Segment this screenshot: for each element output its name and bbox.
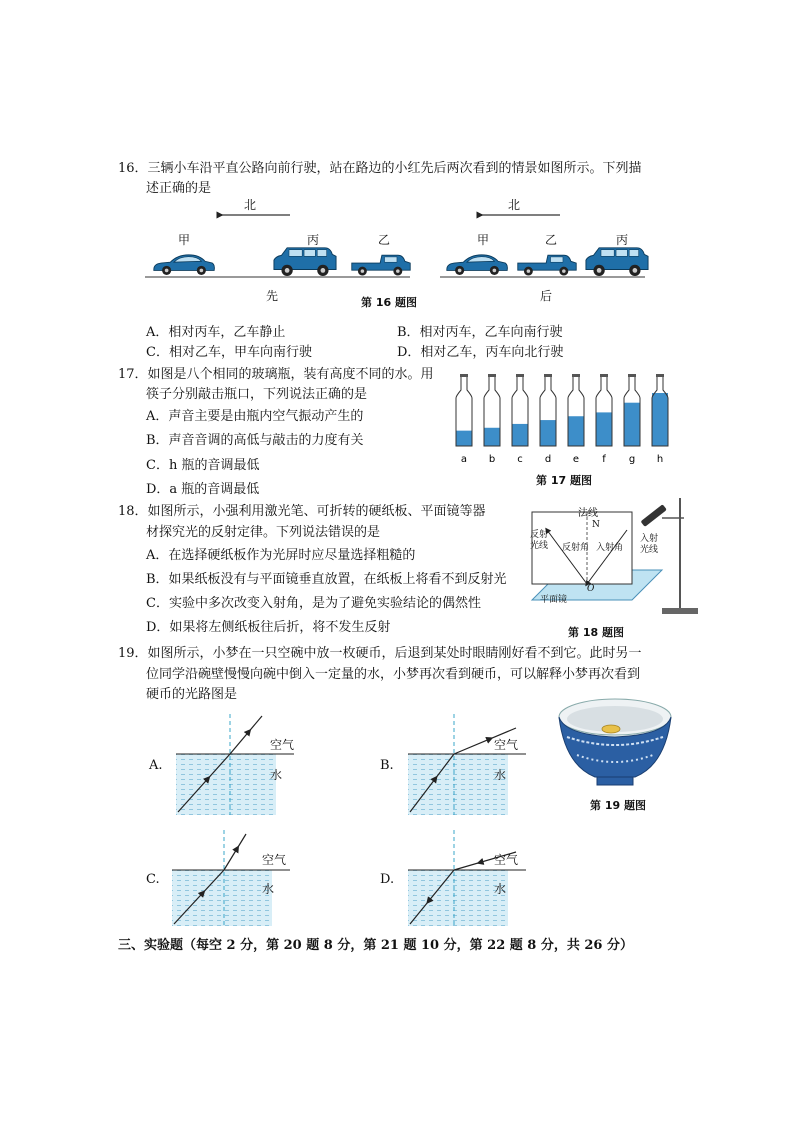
- q19-diagram-c: [168, 828, 298, 928]
- q18-label-mirror: 平面镜: [540, 595, 568, 605]
- bottle-label-a: a: [460, 454, 468, 465]
- water-b: [484, 428, 500, 446]
- q16-option-d: D．相对乙车，丙车向北行驶: [397, 345, 564, 360]
- q19-label-b: B.: [380, 758, 394, 773]
- q19-label-d: D.: [380, 872, 395, 887]
- water-e: [568, 416, 584, 446]
- water-c: [512, 424, 528, 446]
- q19-d-air: 空气: [494, 853, 519, 867]
- q16-label-after: 后: [540, 289, 553, 303]
- car-bing-after: [586, 248, 648, 276]
- q19-diagram-a: [172, 712, 302, 817]
- q19-bowl-figure: [555, 695, 675, 793]
- q16-label-before: 先: [266, 289, 279, 303]
- q18-option-d: D．如果将左侧纸板往后折，将不发生反射: [146, 620, 391, 635]
- q17-option-c: C．h 瓶的音调最低: [146, 458, 260, 473]
- bottle-f: [596, 374, 612, 446]
- q18-label-incident-ray: 入射光线: [640, 534, 659, 555]
- q18-stem-line1: 18．如图所示，小强利用激光笔、可折转的硬纸板、平面镜等器: [118, 504, 486, 519]
- q18-option-b: B．如果纸板没有与平面镜垂直放置，在纸板上将看不到反射光: [146, 572, 507, 587]
- q18-option-c: C．实验中多次改变入射角，是为了避免实验结论的偶然性: [146, 596, 481, 611]
- water-g: [624, 403, 640, 446]
- q16-label-jia-left: 甲: [178, 233, 191, 247]
- water-a: [456, 431, 472, 446]
- water-region: [408, 870, 508, 926]
- q16-label-jia-right: 甲: [477, 233, 490, 247]
- ray-in-air: [224, 834, 246, 870]
- q19-a-water: 水: [270, 768, 283, 782]
- car-bing-before: [274, 248, 336, 276]
- bottle-b: [484, 374, 500, 446]
- water-region: [408, 754, 508, 815]
- q17-option-a: A．声音主要是由瓶内空气振动产生的: [146, 409, 364, 424]
- car-yi-before: [352, 255, 410, 275]
- q19-stem-line1: 19．如图所示，小梦在一只空碗中放一枚硬币，后退到某处时眼睛刚好看不到它。此时另一: [118, 646, 642, 661]
- bottle-a: [456, 374, 472, 446]
- bottle-label-g: g: [628, 454, 636, 465]
- bottle-c: [512, 374, 528, 446]
- q17-stem-line1: 17．如图是八个相同的玻璃瓶，装有高度不同的水。用: [118, 367, 434, 382]
- q19-label-c: C.: [146, 872, 160, 887]
- q18-stem-line2: 材探究光的反射定律。下列说法错误的是: [146, 525, 381, 540]
- bottle-label-b: b: [488, 454, 496, 465]
- q19-a-air: 空气: [270, 738, 295, 752]
- q16-label-yi-right: 乙: [545, 233, 558, 247]
- q19-caption: 第 19 题图: [590, 799, 646, 812]
- q18-option-a: A．在选择硬纸板作为光屏时应尽量选择粗糙的: [146, 548, 416, 563]
- q16-option-b: B．相对丙车，乙车向南行驶: [397, 325, 563, 340]
- q18-label-o: O: [587, 584, 595, 594]
- bottle-label-e: e: [572, 454, 580, 465]
- bottle-label-h: h: [656, 454, 664, 465]
- stand-base: [662, 608, 698, 614]
- q18-caption: 第 18 题图: [568, 626, 624, 639]
- q17-option-d: D．a 瓶的音调最低: [146, 482, 260, 497]
- bottle-g: [624, 374, 640, 446]
- q17-option-b: B．声音音调的高低与敲击的力度有关: [146, 433, 364, 448]
- q19-d-water: 水: [494, 882, 507, 896]
- q16-stem-line2: 述正确的是: [146, 181, 212, 196]
- water-f: [596, 412, 612, 446]
- water-region: [172, 870, 275, 926]
- q16-option-c: C．相对乙车，甲车向南行驶: [146, 345, 312, 360]
- q16-label-yi-left: 乙: [378, 233, 391, 247]
- q16-label-bing-left: 丙: [307, 233, 320, 247]
- water-d: [540, 420, 556, 446]
- q18-label-reflection-angle: 反射角: [562, 543, 590, 553]
- bottle-e: [568, 374, 584, 446]
- section3-heading: 三、实验题（每空 2 分，第 20 题 8 分，第 21 题 10 分，第 22 题 8 分，共 26 分）: [118, 938, 634, 953]
- bottle-label-d: d: [544, 454, 552, 465]
- ray-arrow: [248, 732, 249, 734]
- q18-label-incidence-angle: 入射角: [596, 543, 624, 553]
- q19-stem-line3: 硬币的光路图是: [146, 687, 238, 702]
- q19-c-water: 水: [262, 882, 275, 896]
- water-h: [652, 393, 668, 446]
- q19-label-a: A.: [149, 758, 163, 773]
- ray-arrow: [480, 862, 482, 863]
- q16-north-left: 北: [244, 198, 257, 212]
- water-region: [176, 754, 276, 815]
- q16-north-right: 北: [508, 198, 521, 212]
- bottle-label-c: c: [517, 454, 523, 465]
- q19-diagram-d: [404, 828, 534, 928]
- ray-arrow: [488, 739, 490, 740]
- q18-label-normal: 法线: [578, 508, 598, 519]
- q16-stem-line1: 16．三辆小车沿平直公路向前行驶，站在路边的小红先后两次看到的情景如图所示。下列描: [118, 161, 642, 176]
- car-jia-before: [154, 255, 215, 275]
- q16-label-bing-right: 丙: [616, 233, 629, 247]
- car-jia-after: [447, 255, 508, 275]
- q17-bottles-figure: [450, 372, 680, 472]
- coin: [602, 725, 620, 733]
- q18-label-reflected-ray: 反射光线: [530, 530, 549, 551]
- ray-in-air: [230, 716, 262, 754]
- bottle-d: [540, 374, 556, 446]
- q18-label-n: N: [592, 520, 600, 530]
- car-yi-after: [518, 255, 576, 275]
- laser-pen: [641, 504, 667, 527]
- bottle-label-f: f: [602, 454, 606, 465]
- q16-caption: 第 16 题图: [361, 296, 417, 309]
- q19-diagram-b: [404, 712, 534, 817]
- ray-arrow: [236, 848, 237, 850]
- q19-b-water: 水: [494, 768, 507, 782]
- q16-figure: [140, 195, 660, 310]
- bottle-h: [652, 374, 668, 446]
- q16-option-a: A．相对丙车，乙车静止: [146, 325, 286, 340]
- q17-stem-line2: 筷子分别敲击瓶口，下列说法正确的是: [146, 387, 368, 402]
- q19-c-air: 空气: [262, 853, 287, 867]
- q19-b-air: 空气: [494, 738, 519, 752]
- q17-caption: 第 17 题图: [536, 474, 592, 487]
- q19-stem-line2: 位同学沿碗壁慢慢向碗中倒入一定量的水，小梦再次看到硬币，可以解释小梦再次看到: [146, 667, 641, 682]
